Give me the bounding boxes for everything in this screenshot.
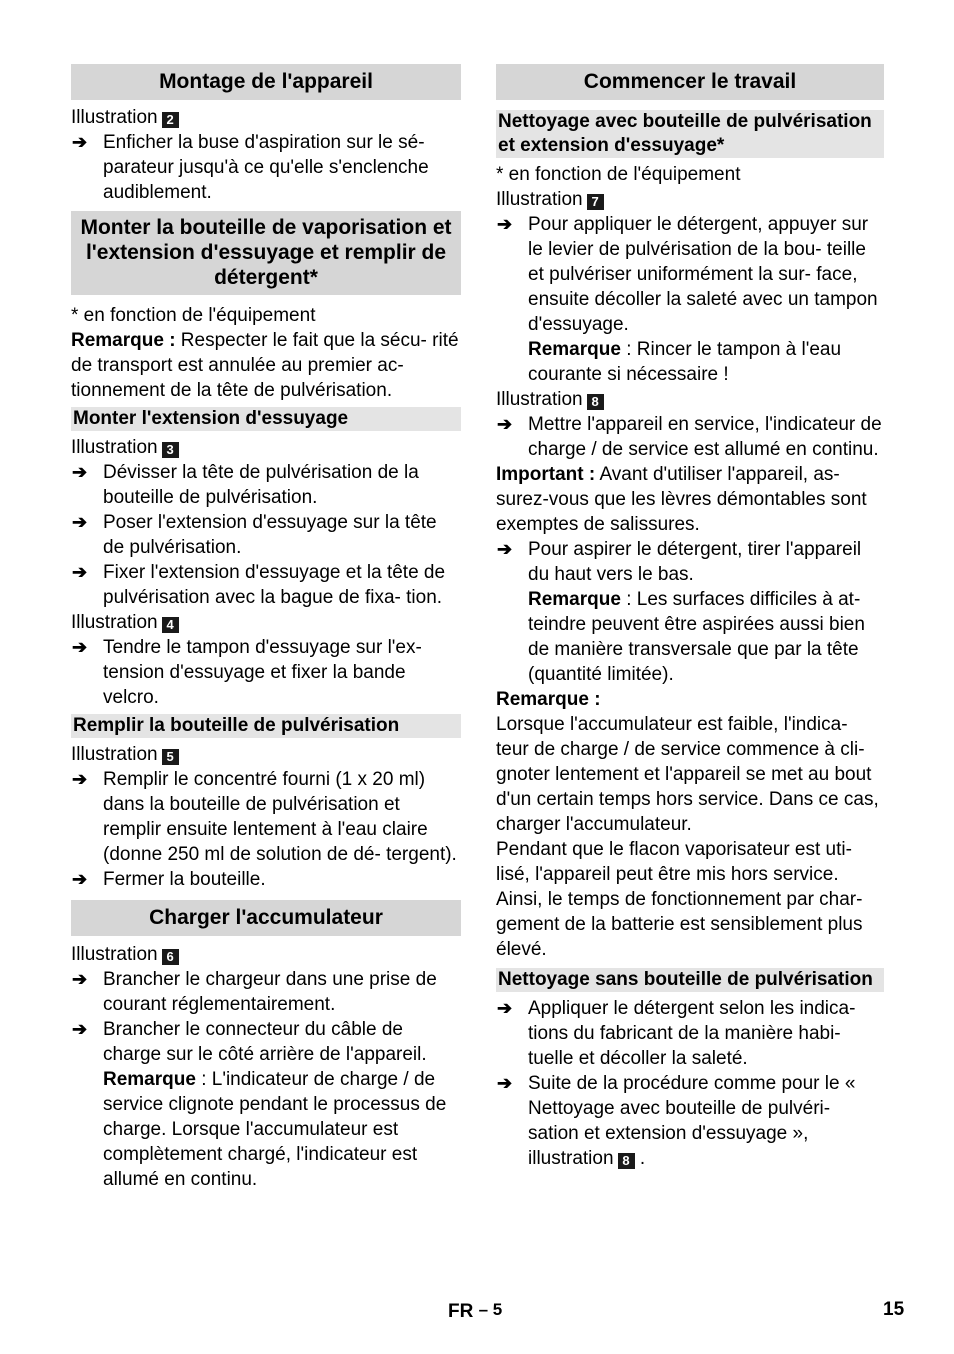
arrow-icon: ➔: [72, 132, 88, 152]
page-number: 15: [883, 1299, 905, 1320]
list-item: ➔ Pour appliquer le détergent, appuyer sur le levier de pulvérisation de la bou- teille et pulvériser uniformément la sur- face, ensuite décoller la saleté avec un tampon d'essuyage.: [497, 214, 878, 335]
figure-number: 2: [162, 112, 179, 128]
heading-extension: Monter l'extension d'essuyage: [71, 407, 461, 431]
battery-paragraph: Lorsque l'accumulateur est faible, l'indica- teur de charge / de service commence à cli- gnoter lentement et l'appareil se met au bout d'un certain temps hors service. Dans ce cas, charger l'accumulateur.: [496, 714, 879, 835]
figure-number: 3: [162, 442, 179, 458]
figure-number: 6: [162, 949, 179, 965]
left-column: [71, 64, 461, 1192]
important-note: Important : Avant d'utiliser l'appareil, as- surez-vous que les lèvres démontables sont exemptes de salissures.: [496, 464, 867, 535]
arrow-icon: ➔: [72, 1019, 88, 1039]
footer-language: FR – 5: [448, 1300, 503, 1322]
illustration-ref: Illustration 5: [71, 742, 461, 767]
arrow-icon: ➔: [72, 462, 88, 482]
figure-number: 5: [162, 749, 179, 765]
illustration-ref: Illustration 4: [71, 610, 461, 635]
illustration-ref: Illustration 3: [71, 435, 461, 460]
list-item: ➔ Fermer la bouteille.: [72, 869, 266, 890]
arrow-icon: ➔: [72, 562, 88, 582]
figure-number: 7: [587, 194, 604, 210]
list-item: ➔ Enficher la buse d'aspiration sur le sé- parateur jusqu'à ce qu'elle s'enclenche audiblement.: [72, 132, 429, 203]
flask-paragraph: Pendant que le flacon vaporisateur est uti- lisé, l'appareil peut être mis hors service. Ainsi, le temps de fonctionnement par char- gement de la batterie est sensiblement plus élevé.: [496, 839, 863, 960]
list-item: ➔ Poser l'extension d'essuyage sur la tête de pulvérisation.: [72, 512, 437, 558]
list-item: ➔ Fixer l'extension d'essuyage et la tête de pulvérisation avec la bague de fixa- tion.: [72, 562, 446, 608]
illustration-ref: Illustration 2: [71, 105, 461, 130]
arrow-icon: ➔: [497, 214, 513, 234]
figure-number: 8: [587, 394, 604, 410]
illustration-ref: Illustration 6: [71, 942, 461, 967]
arrow-icon: ➔: [497, 1073, 513, 1093]
heading-charge: Charger l'accumulateur: [71, 900, 461, 936]
illustration-ref: Illustration 8: [496, 387, 884, 412]
remark: Remarque : Respecter le fait que la sécu- rité de transport est annulée au premier ac- tionnement de la tête de pulvérisation.: [71, 330, 459, 401]
arrow-icon: ➔: [72, 769, 88, 789]
arrow-icon: ➔: [72, 969, 88, 989]
heading-fill: Remplir la bouteille de pulvérisation: [71, 714, 461, 738]
right-column: [496, 64, 884, 1171]
list-item: ➔ Appliquer le détergent selon les indica- tions du fabricant de la manière habi- tuelle et décoller la saleté.: [497, 998, 856, 1069]
illustration-ref: Illustration 7: [496, 187, 884, 212]
list-item: ➔ Mettre l'appareil en service, l'indicateur de charge / de service est allumé en continu.: [497, 414, 882, 460]
heading-montage: Montage de l'appareil: [71, 64, 461, 100]
equipment-note: * en fonction de l'équipement: [71, 305, 316, 326]
remark: Remarque : Rincer le tampon à l'eau courante si nécessaire !: [528, 339, 842, 385]
remark: Remarque : Les surfaces difficiles à at- teindre peuvent être aspirées aussi bien de manière transversale que par la tête (quantité limitée).: [528, 589, 865, 685]
list-item: ➔ Suite de la procédure comme pour le « Nettoyage avec bouteille de pulvéri- sation et extension d'essuyage », illustration 8 .: [497, 1073, 856, 1169]
list-item: ➔ Pour aspirer le détergent, tirer l'appareil du haut vers le bas.: [497, 539, 862, 585]
arrow-icon: ➔: [497, 539, 513, 559]
list-item: ➔ Remplir le concentré fourni (1 x 20 ml) dans la bouteille de pulvérisation et remplir ensuite lentement à l'eau claire (donne 250 ml de solution de dé- tergent).: [72, 769, 457, 865]
arrow-icon: ➔: [72, 869, 88, 889]
list-item: ➔ Brancher le chargeur dans une prise de courant réglementairement.: [72, 969, 437, 1015]
remark-heading: Remarque :: [496, 689, 601, 710]
heading-bottle: Monter la bouteille de vaporisation et l'extension d'essuyage et remplir de détergent*: [71, 211, 461, 295]
equipment-note: * en fonction de l'équipement: [496, 164, 741, 185]
list-item: ➔ Brancher le connecteur du câble de charge sur le côté arrière de l'appareil.: [72, 1019, 427, 1065]
figure-number: 8: [618, 1153, 635, 1169]
arrow-icon: ➔: [497, 414, 513, 434]
heading-start: Commencer le travail: [496, 64, 884, 100]
figure-number: 4: [162, 617, 179, 633]
list-item: ➔ Dévisser la tête de pulvérisation de la bouteille de pulvérisation.: [72, 462, 419, 508]
heading-nobottle: Nettoyage sans bouteille de pulvérisation: [496, 968, 884, 992]
arrow-icon: ➔: [72, 512, 88, 532]
arrow-icon: ➔: [497, 998, 513, 1018]
heading-clean: Nettoyage avec bouteille de pulvérisation et extension d'essuyage*: [496, 110, 884, 158]
arrow-icon: ➔: [72, 637, 88, 657]
remark: Remarque : L'indicateur de charge / de service clignote pendant le processus de charge. Lorsque l'accumulateur est complètement chargé, l'indicateur est allumé en continu.: [103, 1069, 447, 1190]
list-item: ➔ Tendre le tampon d'essuyage sur l'ex- tension d'essuyage et fixer la bande velcro.: [72, 637, 422, 708]
